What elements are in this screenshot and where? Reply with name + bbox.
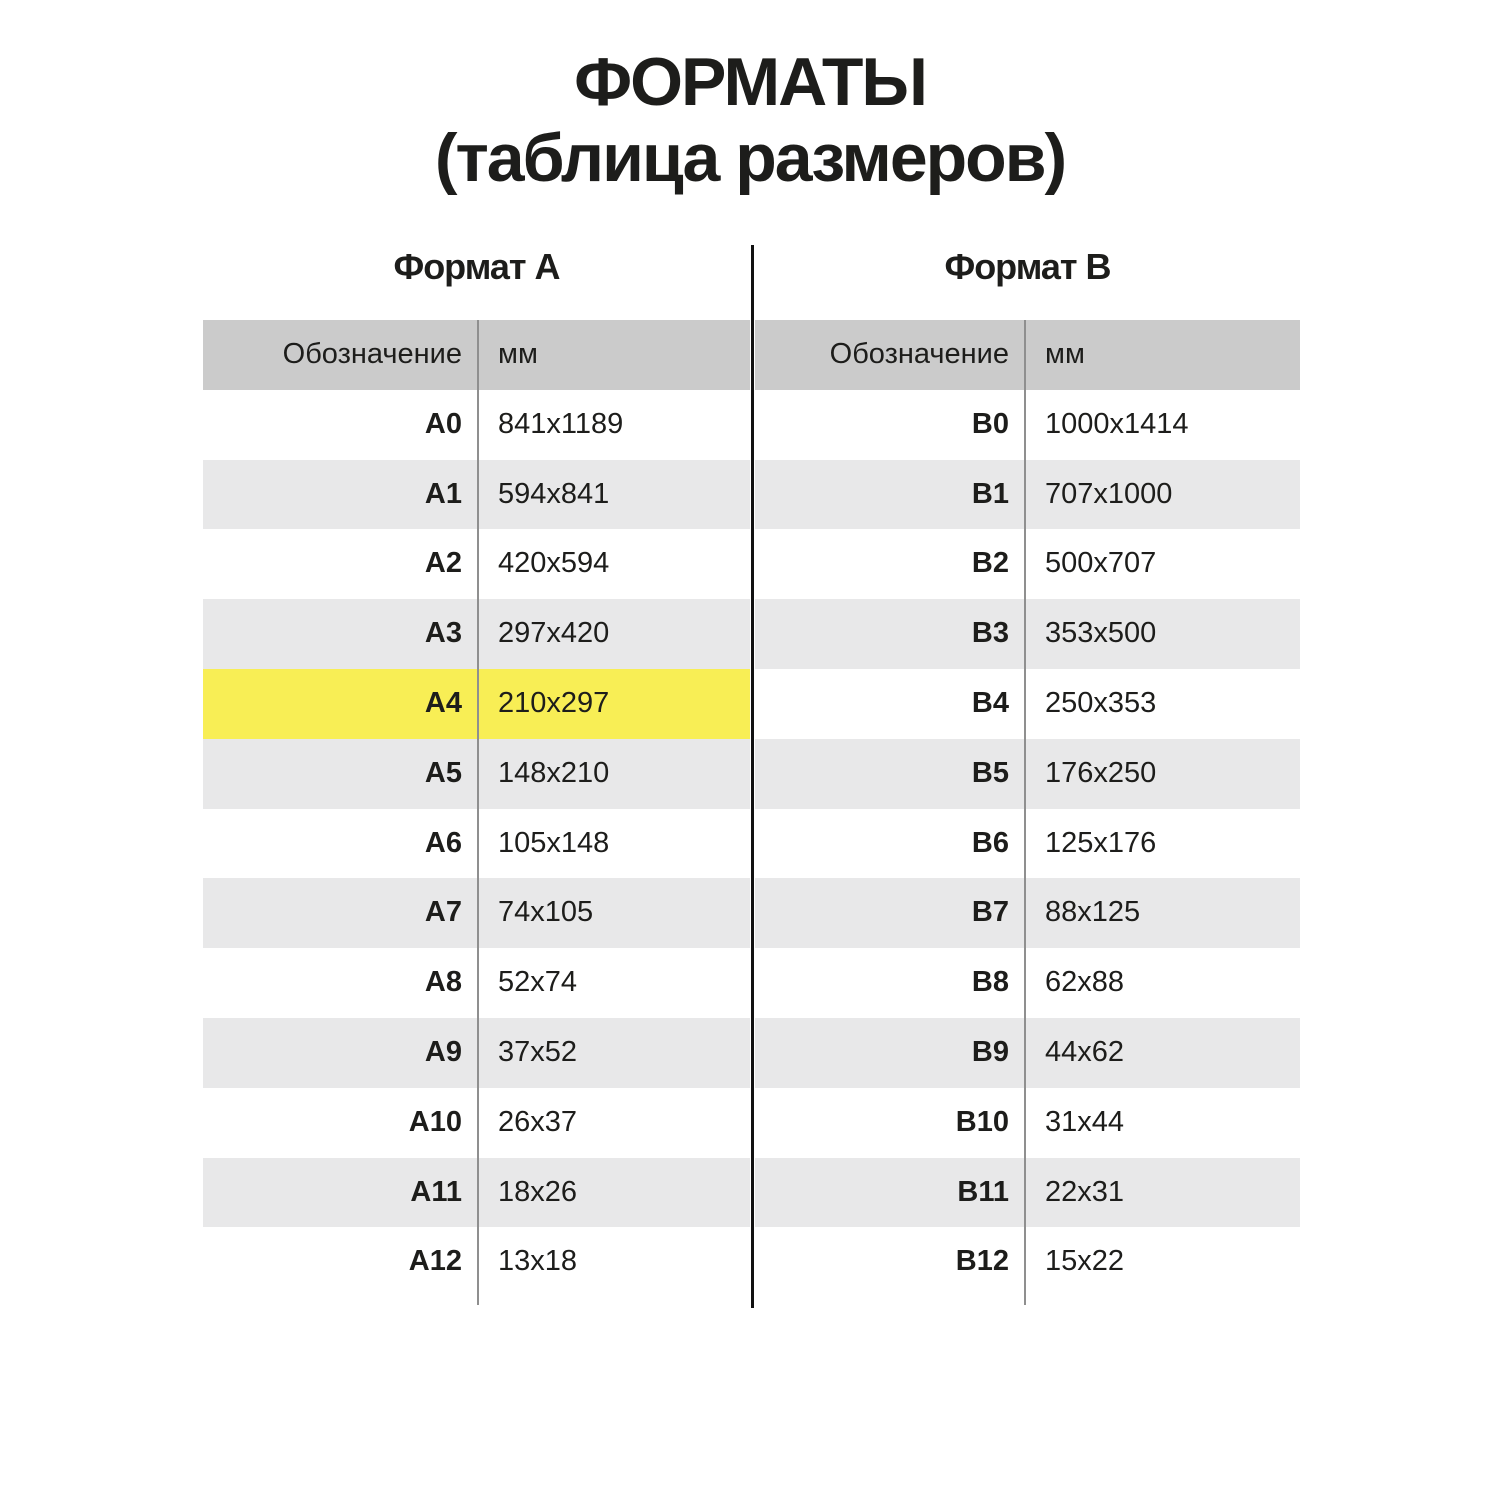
format-designation: A9 [424, 1035, 462, 1068]
table-row [755, 739, 1300, 809]
page-title-line1: ФОРМАТЫ [574, 44, 926, 120]
format-a-table [203, 320, 750, 1297]
table-row [755, 1088, 1300, 1158]
format-size-mm: 52x74 [498, 966, 578, 999]
format-size-mm: 37x52 [498, 1035, 578, 1068]
column-divider-line [477, 320, 479, 1305]
table-row [755, 529, 1300, 599]
format-size-mm: 841x1189 [498, 407, 624, 440]
format-size-mm: 18x26 [498, 1175, 578, 1208]
table-row [755, 599, 1300, 669]
format-size-mm: 707x1000 [1045, 477, 1173, 510]
column-header-mm: мм [498, 338, 538, 370]
format-designation: A5 [424, 756, 462, 789]
format-designation: B3 [971, 617, 1009, 650]
format-size-mm: 594x841 [498, 477, 610, 510]
table-row [755, 809, 1300, 879]
column-header-mm: мм [1045, 338, 1085, 370]
format-size-mm: 250x353 [1045, 686, 1157, 719]
format-size-mm: 297x420 [498, 617, 610, 650]
format-size-mm: 1000x1414 [1045, 407, 1189, 440]
format-designation: B8 [971, 966, 1009, 999]
table-row [755, 460, 1300, 530]
format-designation: A8 [424, 966, 462, 999]
format-size-mm: 13x18 [498, 1245, 578, 1278]
table-row [755, 669, 1300, 739]
format-designation: B11 [957, 1175, 1009, 1208]
format-designation: A12 [408, 1245, 462, 1278]
format-size-mm: 22x31 [1045, 1175, 1125, 1208]
format-designation: B7 [971, 896, 1009, 929]
format-size-mm: 210x297 [498, 686, 610, 719]
column-header-designation: Обозначение [829, 338, 1009, 370]
format-designation: B4 [971, 686, 1009, 719]
format-designation: A2 [424, 547, 462, 580]
table-row [755, 1158, 1300, 1228]
format-designation: B2 [971, 547, 1009, 580]
page-title-line2: (таблица размеров) [434, 120, 1066, 196]
format-designation: B9 [971, 1035, 1009, 1068]
table-row [755, 1018, 1300, 1088]
format-designation: A1 [424, 477, 462, 510]
table-row [755, 1227, 1300, 1297]
format-size-mm: 353x500 [1045, 617, 1157, 650]
format-a-caption: Формат А [393, 246, 560, 287]
format-designation: A11 [410, 1175, 462, 1208]
format-size-mm: 88x125 [1045, 896, 1141, 929]
format-size-mm: 500x707 [1045, 547, 1157, 580]
format-designation: B0 [971, 407, 1009, 440]
format-size-mm: 15x22 [1045, 1245, 1125, 1278]
format-size-mm: 74x105 [498, 896, 594, 929]
format-size-mm: 176x250 [1045, 756, 1157, 789]
format-designation: A3 [424, 617, 462, 650]
format-size-mm: 125x176 [1045, 826, 1157, 859]
format-designation: A10 [408, 1105, 462, 1138]
column-header-designation: Обозначение [282, 338, 462, 370]
format-designation: B10 [955, 1105, 1009, 1138]
format-designation: B12 [955, 1245, 1009, 1278]
format-size-mm: 148x210 [498, 756, 610, 789]
table-row [755, 878, 1300, 948]
format-b-caption: Формат В [944, 246, 1111, 287]
format-designation: A0 [424, 407, 462, 440]
column-divider-line [1024, 320, 1026, 1305]
format-size-mm: 44x62 [1045, 1035, 1125, 1068]
format-size-mm: 26x37 [498, 1105, 578, 1138]
format-size-mm: 105x148 [498, 826, 610, 859]
format-designation: A7 [424, 896, 462, 929]
table-row [755, 948, 1300, 1018]
center-divider-line [751, 245, 754, 1308]
page-title [0, 44, 1500, 196]
format-designation: A4 [424, 686, 462, 719]
table-row [755, 390, 1300, 460]
format-designation: B6 [971, 826, 1009, 859]
format-designation: A6 [424, 826, 462, 859]
format-b-table [755, 320, 1300, 1297]
format-designation: B1 [971, 477, 1009, 510]
format-size-mm: 31x44 [1045, 1105, 1125, 1138]
format-size-mm: 420x594 [498, 547, 610, 580]
format-designation: B5 [971, 756, 1009, 789]
format-size-mm: 62x88 [1045, 966, 1125, 999]
table-header-row [755, 320, 1300, 390]
